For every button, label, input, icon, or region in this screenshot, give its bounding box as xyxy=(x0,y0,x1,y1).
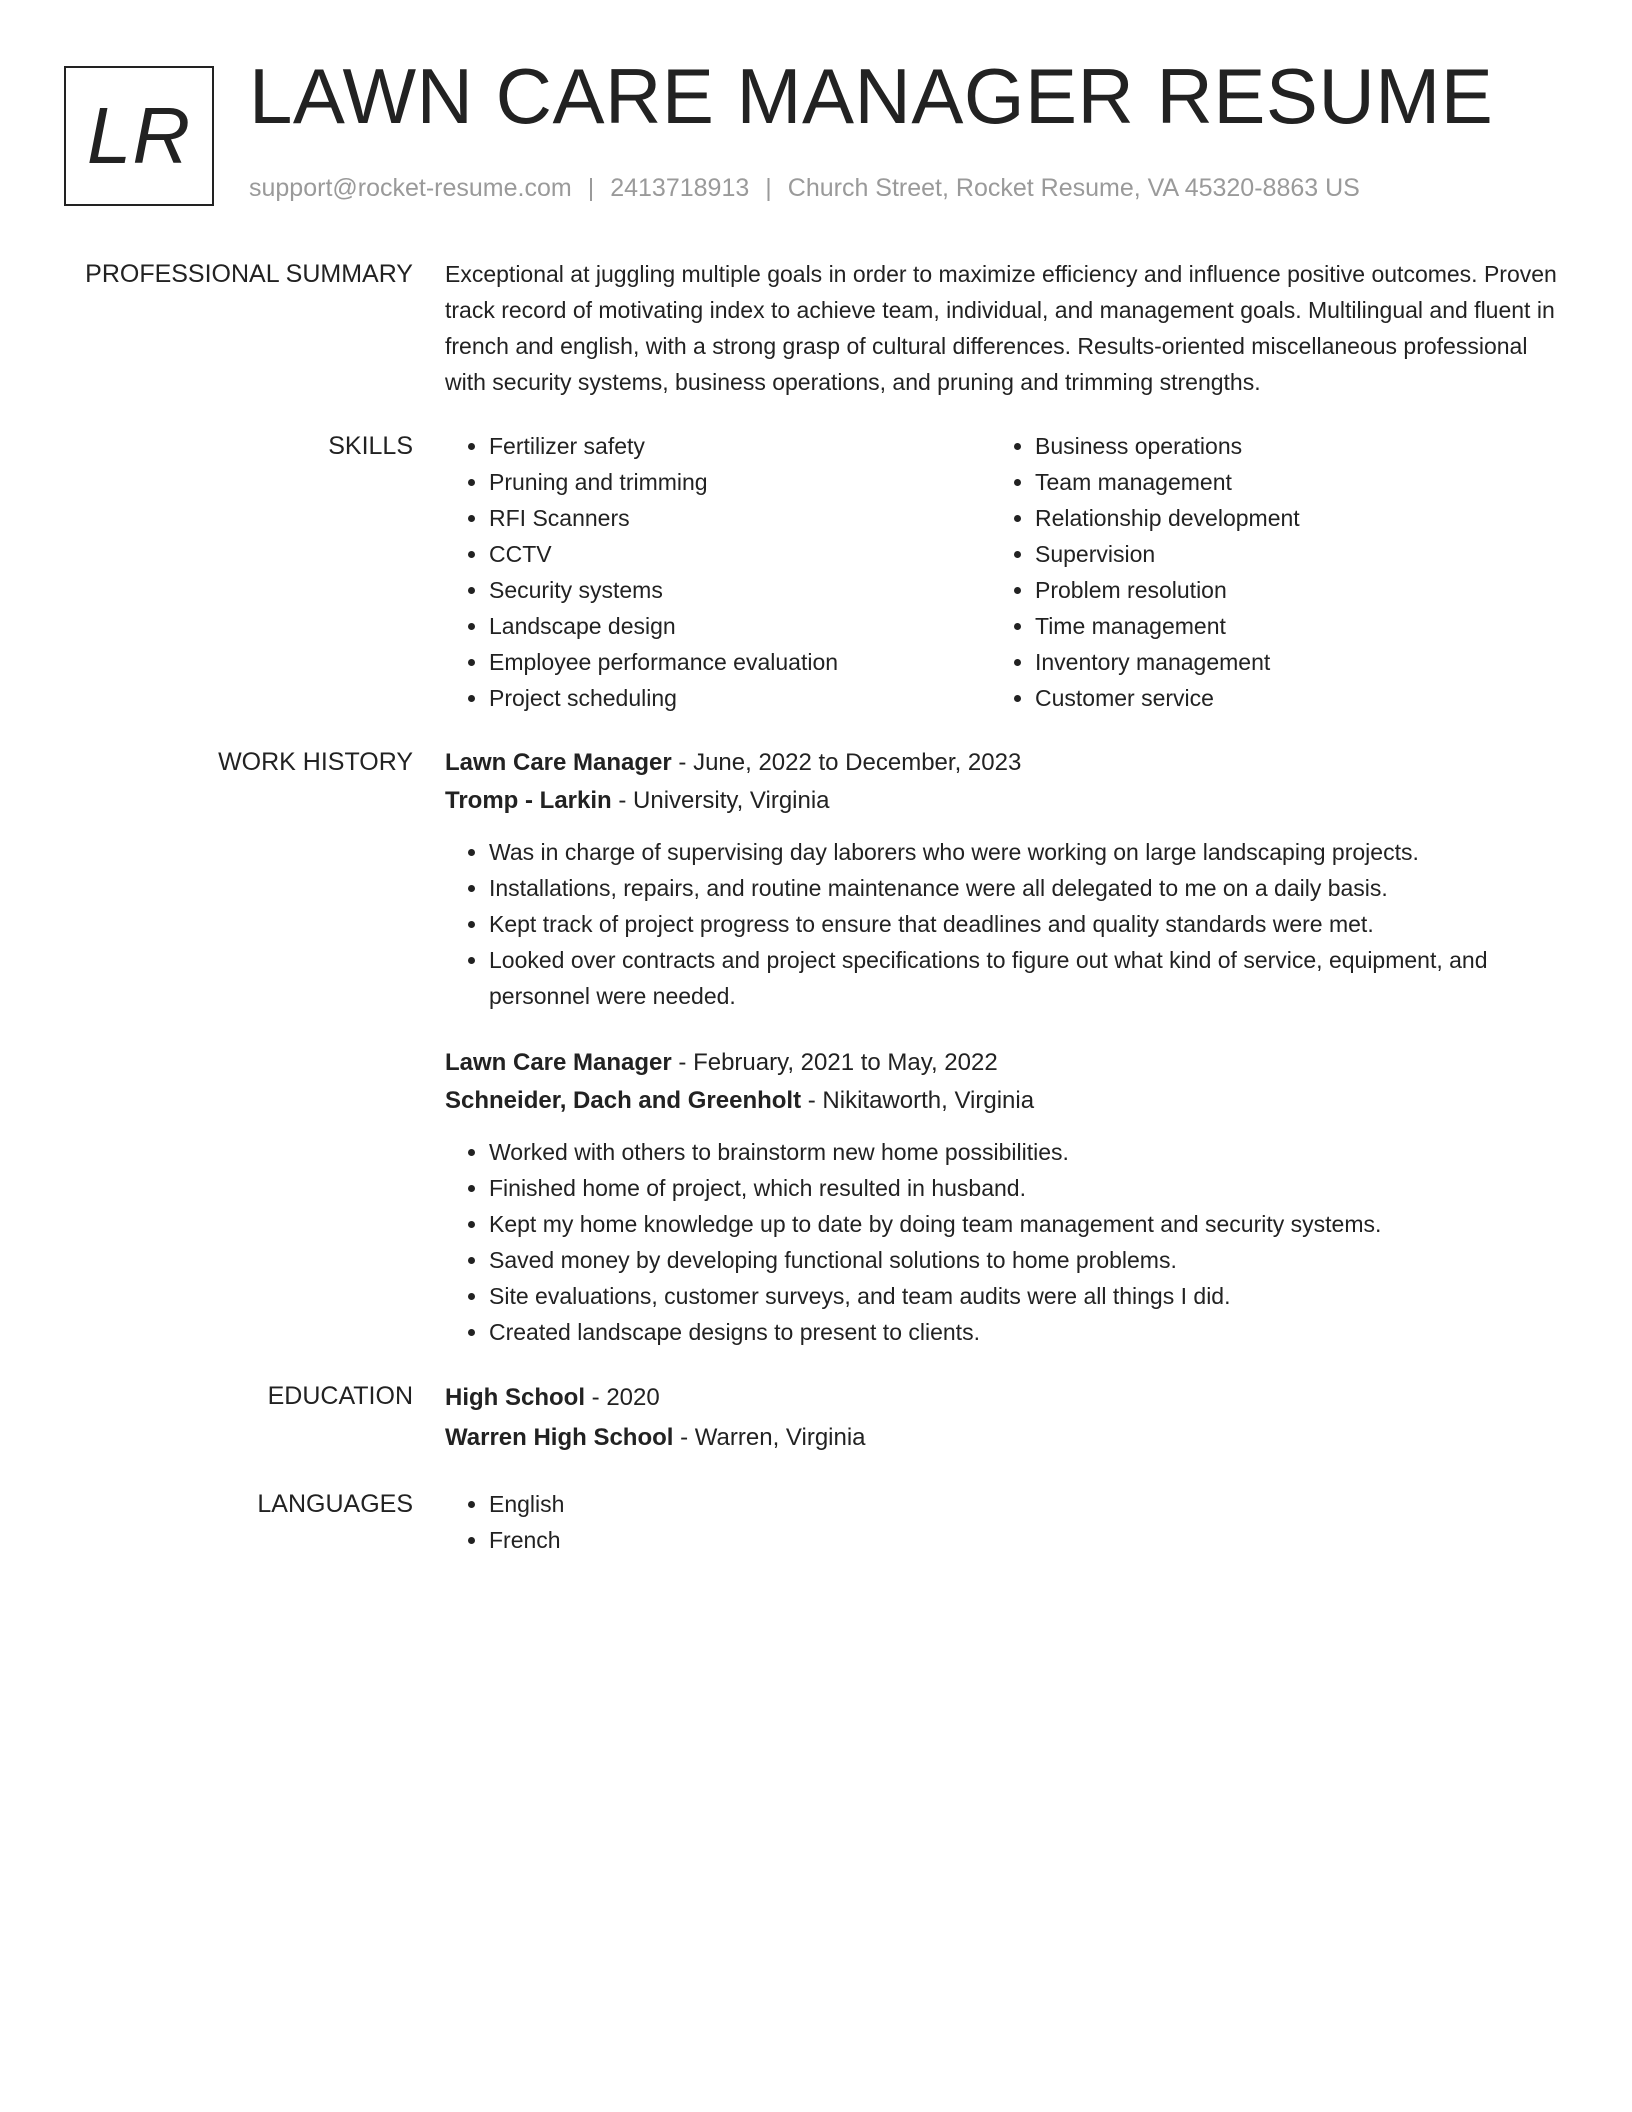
job-entry xyxy=(445,744,1560,1014)
skill-item: • Project scheduling xyxy=(489,680,991,716)
job-company-line xyxy=(445,1082,1560,1120)
job-dates: - February, 2021 to May, 2022 xyxy=(671,1049,998,1076)
job-bullet: • Kept my home knowledge up to date by doing team management and security systems. xyxy=(489,1206,1560,1242)
contact-line xyxy=(249,174,1360,203)
job-title-line xyxy=(445,744,1560,782)
job-bullet: • Installations, repairs, and routine maintenance were all delegated to me on a daily basis. xyxy=(489,870,1560,906)
education-degree-line xyxy=(445,1378,1560,1418)
contact-phone: 2413718913 xyxy=(610,174,750,202)
contact-email: support@rocket-resume.com xyxy=(249,174,572,202)
skills-body xyxy=(445,428,1560,716)
languages-body xyxy=(445,1486,1560,1558)
skill-item: • Inventory management xyxy=(1035,644,1537,680)
education-year: - 2020 xyxy=(585,1384,660,1411)
contact-address: Church Street, Rocket Resume, VA 45320-8863 US xyxy=(787,174,1360,202)
section-languages xyxy=(0,1486,1632,1558)
job-bullet: • Site evaluations, customer surveys, and team audits were all things I did. xyxy=(489,1278,1560,1314)
section-label-summary: PROFESSIONAL SUMMARY xyxy=(85,260,413,288)
skill-item: • Supervision xyxy=(1035,536,1537,572)
job-title: Lawn Care Manager xyxy=(445,749,672,776)
education-body xyxy=(445,1378,1560,1458)
job-bullet: • Saved money by developing functional solutions to home problems. xyxy=(489,1242,1560,1278)
job-entry xyxy=(445,1044,1560,1350)
job-bullet: • Finished home of project, which resulted in husband. xyxy=(489,1170,1560,1206)
job-company-line xyxy=(445,782,1560,820)
job-dates: - June, 2022 to December, 2023 xyxy=(671,749,1022,776)
section-label-education: EDUCATION xyxy=(267,1382,413,1410)
skills-grid xyxy=(445,428,1560,716)
section-label-work: WORK HISTORY xyxy=(218,748,413,776)
skill-item: • Employee performance evaluation xyxy=(489,644,991,680)
skill-item: • Team management xyxy=(1035,464,1537,500)
skill-item: • RFI Scanners xyxy=(489,500,991,536)
education-school-line xyxy=(445,1418,1560,1458)
skill-item: • Fertilizer safety xyxy=(489,428,991,464)
section-professional-summary xyxy=(0,256,1632,400)
job-bullet: • Looked over contracts and project specifications to figure out what kind of service, equipment, and personnel were needed. xyxy=(489,942,1560,1014)
summary-body xyxy=(445,256,1560,400)
page-title: LAWN CARE MANAGER RESUME xyxy=(249,52,1494,140)
education-degree: High School xyxy=(445,1384,585,1411)
skill-item: • Pruning and trimming xyxy=(489,464,991,500)
languages-list xyxy=(445,1486,1560,1558)
skill-item: • Business operations xyxy=(1035,428,1537,464)
section-skills xyxy=(0,428,1632,716)
job-title: Lawn Care Manager xyxy=(445,1049,672,1076)
contact-separator: | xyxy=(765,174,772,202)
section-label-languages: LANGUAGES xyxy=(257,1490,413,1518)
language-item: • French xyxy=(489,1522,1560,1558)
job-bullet: • Was in charge of supervising day laborers who were working on large landscaping projects. xyxy=(489,834,1560,870)
contact-separator: | xyxy=(587,174,595,202)
resume-sections xyxy=(0,256,1632,1586)
skill-item: • Problem resolution xyxy=(1035,572,1537,608)
skill-item: • Relationship development xyxy=(1035,500,1537,536)
job-bullets xyxy=(445,1134,1560,1350)
job-title-line xyxy=(445,1044,1560,1082)
skill-item: • Security systems xyxy=(489,572,991,608)
education-school: Warren High School xyxy=(445,1424,674,1451)
summary-text: Exceptional at juggling multiple goals in order to maximize efficiency and influence positive outcomes. Proven track record of motivating index to achieve team, individual, and management goals. Multilingual and fluent in french and english, with a strong grasp of cultural differences. Results-oriented miscellaneous professional with security systems, business operations, and pruning and trimming strengths. xyxy=(445,261,1557,395)
job-bullet: • Worked with others to brainstorm new home possibilities. xyxy=(489,1134,1560,1170)
work-body xyxy=(445,744,1560,1350)
skill-item: • Customer service xyxy=(1035,680,1537,716)
section-work-history xyxy=(0,744,1632,1350)
monogram-logo: LR xyxy=(64,66,214,206)
skill-item: • Time management xyxy=(1035,608,1537,644)
section-label-skills: SKILLS xyxy=(328,432,413,460)
job-bullet: • Kept track of project progress to ensure that deadlines and quality standards were met. xyxy=(489,906,1560,942)
language-item: • English xyxy=(489,1486,1560,1522)
section-education xyxy=(0,1378,1632,1458)
job-bullets xyxy=(445,834,1560,1014)
job-company: Schneider, Dach and Greenholt xyxy=(445,1087,802,1114)
job-bullet: • Created landscape designs to present to clients. xyxy=(489,1314,1560,1350)
job-company: Tromp - Larkin xyxy=(445,787,612,814)
skill-item: • CCTV xyxy=(489,536,991,572)
skill-item: • Landscape design xyxy=(489,608,991,644)
skills-list-right xyxy=(991,428,1537,716)
job-location: - Nikitaworth, Virginia xyxy=(801,1087,1035,1114)
job-location: - University, Virginia xyxy=(611,787,830,814)
education-location: - Warren, Virginia xyxy=(673,1424,866,1451)
skills-list-left xyxy=(445,428,991,716)
